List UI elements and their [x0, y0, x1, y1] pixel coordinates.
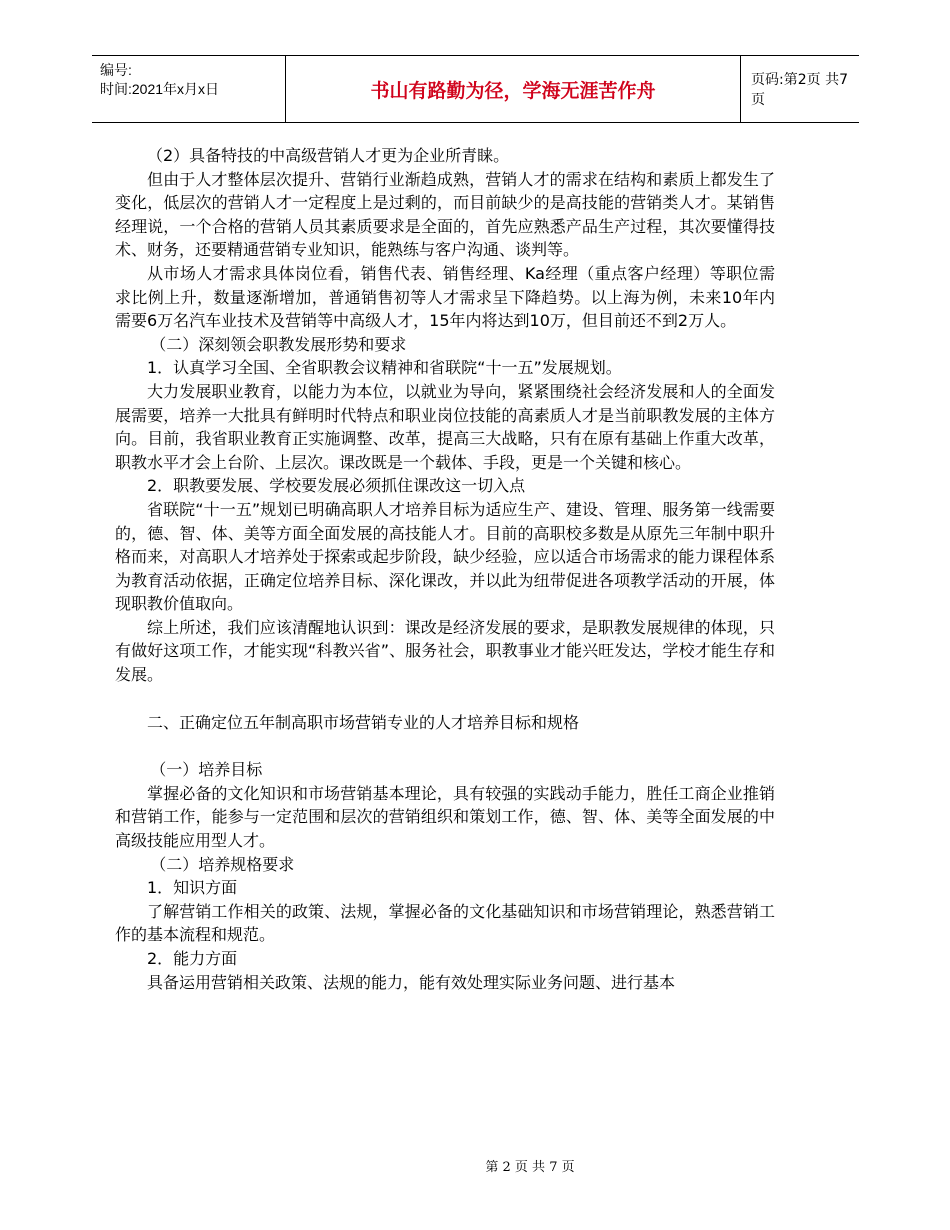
header-meta	[92, 56, 285, 122]
paragraph: 综上所述，我们应该清醒地认识到：课改是经济发展的要求，是职教发展规律的体现，只有做好这项工作，才能实现“科教兴省”、服务社会，职教事业才能兴旺发达，学校才能生存和发展。	[115, 617, 775, 685]
section-heading: （二）培养规格要求	[150, 854, 295, 874]
page-header	[92, 55, 859, 123]
chapter-heading: 二、正确定位五年制高职市场营销专业的人才培养目标和规格	[147, 712, 580, 732]
spacer	[115, 734, 775, 758]
paragraph: 1．知识方面	[147, 878, 238, 898]
document-body	[115, 144, 775, 994]
spacer	[115, 687, 775, 711]
paragraph: 具备运用营销相关政策、法规的能力，能有效处理实际业务问题、进行基本	[147, 972, 676, 992]
section-heading: （二）深刻领会职教发展形势和要求	[150, 334, 407, 354]
page-footer: 第 2 页 共 7 页	[485, 1160, 575, 1175]
paragraph: 大力发展职业教育，以能力为本位，以就业为导向，紧紧围绕社会经济发展和人的全面发展需要，培养一大批具有鲜明时代特点和职业岗位技能的高素质人才是当前职教发展的主体方向。目前，我省职业教育正实施调整、改革，提高三大战略，只有在原有基础上作重大改革，职教水平才会上台阶、上层次。课改既是一个载体、手段，更是一个关键和核心。	[115, 381, 775, 472]
paragraph: 了解营销工作相关的政策、法规，掌握必备的文化基础知识和市场营销理论，熟悉营销工作的基本流程和规范。	[115, 901, 775, 945]
paragraph: 1．认真学习全国、全省职教会议精神和省联院“十一五”发展规划。	[147, 358, 622, 378]
paragraph: 2．能力方面	[147, 949, 238, 968]
serial-label: 编号:	[100, 62, 132, 78]
time-label: 时间:2021年x月x日	[100, 81, 220, 97]
paragraph: 省联院“十一五”规划已明确高职人才培养目标为适应生产、建设、管理、服务第一线需要的，德、智、体、美等方面全面发展的高技能人才。目前的高职校多数是从原先三年制中职升格而来，对高职人才培养处于探索或起步阶段，缺少经验，应以适合市场需求的能力课程体系为教育活动依据，正确定位培养目标、深化课改，并以此为纽带促进各项教学活动的开展，体现职教价值取向。	[115, 499, 775, 614]
paragraph: 但由于人才整体层次提升、营销行业渐趋成熟，营销人才的需求在结构和素质上都发生了变化，低层次的营销人才一定程度上是过剩的，而目前缺少的是高技能的营销类人才。某销售经理说，一个合格的营销人员其素质要求是全面的，首先应熟悉产品生产过程，其次要懂得技术、财务，还要精通营销专业知识，能熟练与客户沟通、谈判等。	[115, 169, 775, 260]
paragraph: 从市场人才需求具体岗位看，销售代表、销售经理、Ka经理（重点客户经理）等职位需求比例上升，数量逐渐增加，普通销售初等人才需求呈下降趋势。以上海为例，未来10年内需要6万名汽车业技术及营销等中高级人才，15年内将达到10万，但目前还不到2万人。	[115, 263, 775, 331]
paragraph: 2．职教要发展、学校要发展必须抓住课改这一切入点	[147, 476, 526, 496]
paragraph: 掌握必备的文化知识和市场营销基本理论，具有较强的实践动手能力，胜任工商企业推销和营销工作，能参与一定范围和层次的营销组织和策划工作，德、智、体、美等全面发展的中高级技能应用型人才。	[115, 783, 775, 851]
header-motto: 书山有路勤为径，学海无涯苦作舟	[285, 56, 741, 122]
header-page-info: 页码:第2页 共7页	[751, 72, 848, 108]
paragraph: （2）具备特技的中高级营销人才更为企业所青睐。	[147, 146, 510, 165]
section-heading: （一）培养目标	[150, 760, 263, 780]
